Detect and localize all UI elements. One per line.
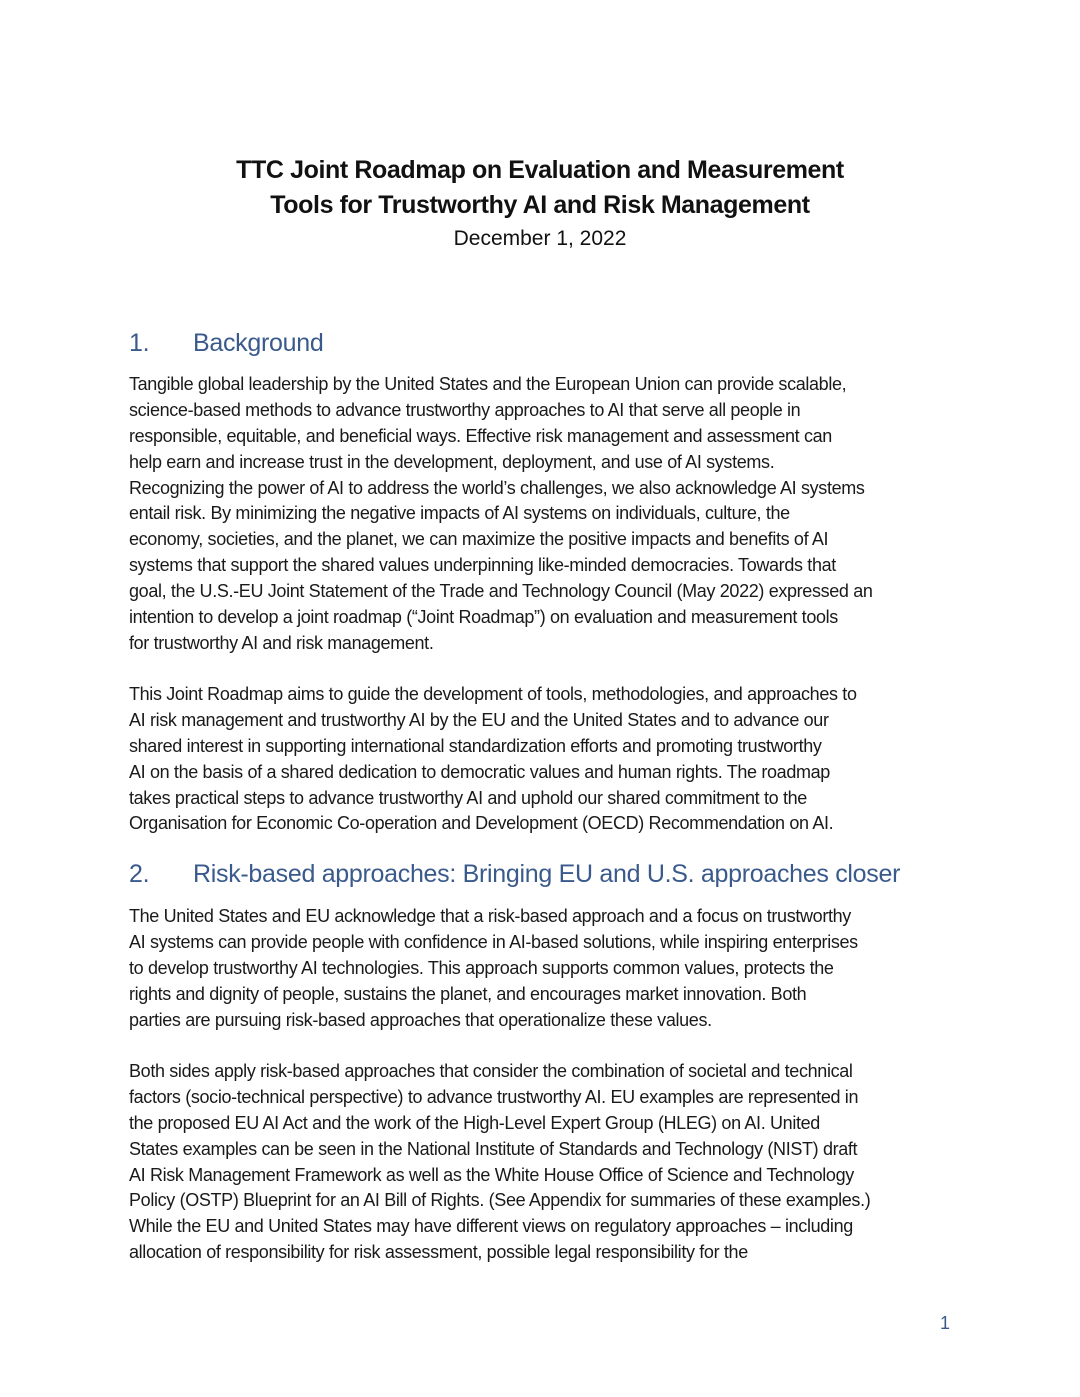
text-line: Policy (OSTP) Blueprint for an AI Bill of Rights. (See Appendix for summaries of these examples.) — [129, 1190, 871, 1211]
text-line: systems that support the shared values underpinning like-minded democracies. Towards that — [129, 555, 836, 576]
paragraph-risk-based-1 — [129, 904, 959, 1033]
text-line: parties are pursuing risk-based approaches that operationalize these values. — [129, 1009, 712, 1030]
section-title: Background — [193, 329, 324, 357]
text-line: entail risk. By minimizing the negative impacts of AI systems on individuals, culture, the — [129, 503, 790, 524]
text-line: States examples can be seen in the National Institute of Standards and Technology (NIST) draft — [129, 1138, 858, 1159]
page-number: 1 — [940, 1313, 951, 1333]
text-line: AI systems can provide people with confidence in AI-based solutions, while inspiring enterprises — [129, 931, 858, 952]
text-line: factors (socio-technical perspective) to advance trustworthy AI. EU examples are represented in — [129, 1086, 859, 1107]
text-line: to develop trustworthy AI technologies. This approach supports common values, protects the — [129, 957, 834, 978]
text-line: Organisation for Economic Co-operation and Development (OECD) Recommendation on AI. — [129, 813, 834, 834]
text-line: help earn and increase trust in the development, deployment, and use of AI systems. — [129, 451, 775, 472]
section-heading-risk-based-approaches — [129, 860, 900, 889]
text-line: intention to develop a joint roadmap (“Joint Roadmap”) on evaluation and measurement tools — [129, 607, 838, 628]
document-title-line-2: Tools for Trustworthy AI and Risk Management — [270, 191, 810, 219]
section-title: Risk-based approaches: Bringing EU and U.S. approaches closer — [193, 860, 901, 888]
text-line: This Joint Roadmap aims to guide the development of tools, methodologies, and approaches to — [129, 684, 857, 704]
text-line: AI Risk Management Framework as well as the White House Office of Science and Technology — [129, 1164, 854, 1185]
text-line: While the EU and United States may have different views on regulatory approaches – including — [129, 1216, 853, 1237]
section-heading-background — [129, 329, 323, 358]
document-title-line-1: TTC Joint Roadmap on Evaluation and Measurement — [236, 156, 844, 184]
section-number: 1. — [129, 329, 150, 357]
section-number: 2. — [129, 860, 150, 888]
text-line: Both sides apply risk-based approaches that consider the combination of societal and technical — [129, 1061, 853, 1081]
text-line: rights and dignity of people, sustains the planet, and encourages market innovation. Both — [129, 983, 807, 1004]
paragraph-background-1 — [129, 372, 959, 657]
paragraph-risk-based-2 — [129, 1059, 959, 1266]
paragraph-background-2 — [129, 682, 959, 837]
text-line: takes practical steps to advance trustworthy AI and uphold our shared commitment to the — [129, 787, 807, 808]
document-date: December 1, 2022 — [453, 227, 627, 250]
text-line: AI on the basis of a shared dedication to democratic values and human rights. The roadmap — [129, 761, 830, 782]
text-line: the proposed EU AI Act and the work of the High-Level Expert Group (HLEG) on AI. United — [129, 1112, 820, 1133]
text-line: shared interest in supporting international standardization efforts and promoting trustworthy — [129, 735, 822, 756]
text-line: for trustworthy AI and risk management. — [129, 632, 434, 653]
text-line: AI risk management and trustworthy AI by the EU and the United States and to advance our — [129, 709, 829, 730]
text-line: economy, societies, and the planet, we can maximize the positive impacts and benefits of AI — [129, 529, 829, 550]
text-line: The United States and EU acknowledge that a risk-based approach and a focus on trustworthy — [129, 906, 851, 926]
text-line: Tangible global leadership by the United States and the European Union can provide scalable, — [129, 374, 847, 394]
text-line: goal, the U.S.-EU Joint Statement of the Trade and Technology Council (May 2022) expressed an — [129, 581, 873, 602]
text-line: Recognizing the power of AI to address the world’s challenges, we also acknowledge AI systems — [129, 477, 865, 498]
text-line: responsible, equitable, and beneficial ways. Effective risk management and assessment can — [129, 425, 832, 446]
text-line: allocation of responsibility for risk assessment, possible legal responsibility for the — [129, 1242, 748, 1263]
text-line: science-based methods to advance trustworthy approaches to AI that serve all people in — [129, 399, 801, 420]
